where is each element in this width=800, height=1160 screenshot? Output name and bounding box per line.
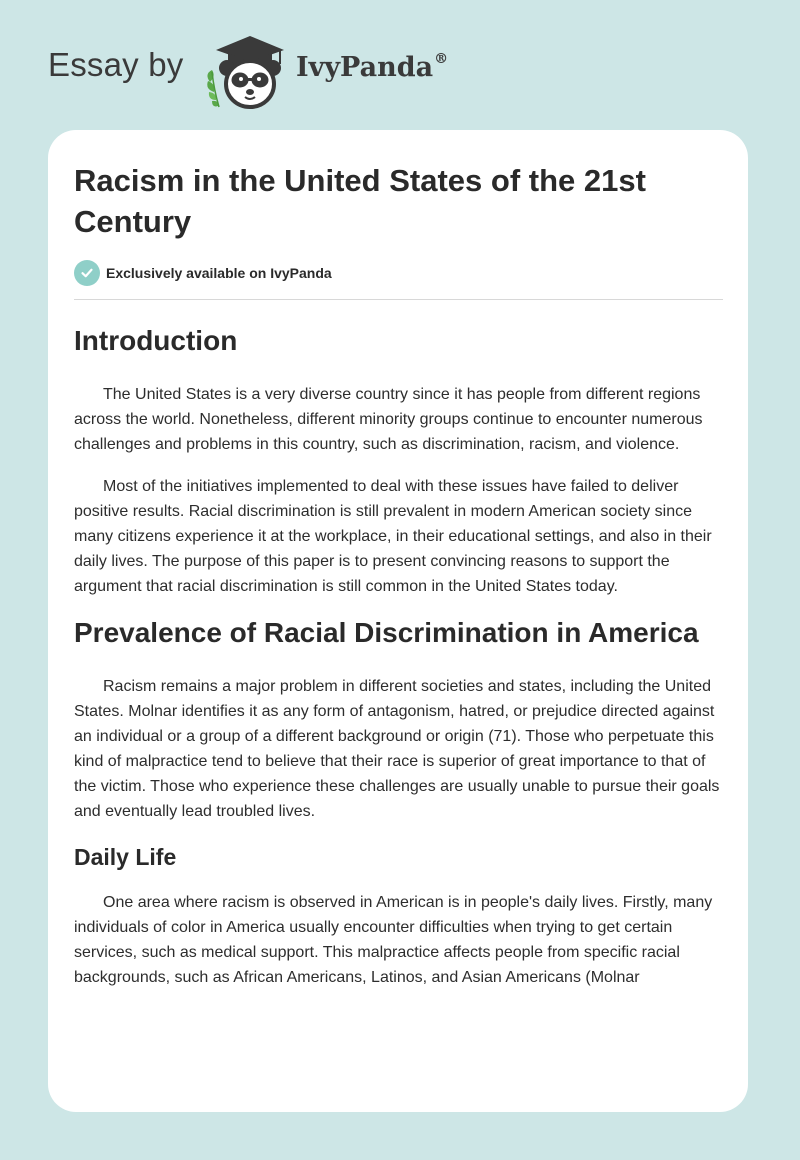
paragraph: One area where racism is observed in American is in people's daily lives. Firstly, many individuals of color in America usually encounter difficulties when trying to get certain services, such as medical support. This malpractice affects people from specific racial backgrounds, such as African Americans, Latinos, and Asian Americans (Molnar [74,894,713,986]
brand-name[interactable]: IvyPanda® [296,51,449,83]
essay-by-label: Essay by [48,46,184,83]
section-heading-introduction: Introduction [74,325,238,356]
ivypanda-logo-icon[interactable] [200,34,300,110]
exclusive-badge-label: Exclusively available on IvyPanda [106,265,332,281]
essay-title: Racism in the United States of the 21st Century [74,163,646,239]
paragraph: Most of the initiatives implemented to deal with these issues have failed to deliver positive results. Racial discrimination is still prevalent in modern American society since many citizens experience it at the workplace, in their educational settings, and also in their daily lives. The purpose of this paper is to present convincing reasons to support the argument that racial discrimination is still common in the United States today. [74,478,712,595]
paragraph: Racism remains a major problem in different societies and states, including the United States. Molnar identifies it as any form of antagonism, hatred, or prejudice directed against an individual or a group of a different background or origin (71). Those who perpetuate this kind of malpractice tend to believe that their race is superior of great importance to that of the victim. Those who experience these challenges are usually unable to pursue their goals and eventually lead troubled lives. [74,678,720,820]
essay-card [48,130,748,1112]
paragraph: The United States is a very diverse country since it has people from different regions across the world. Nonetheless, different minority groups continue to encounter numerous challenges and problems in this country, such as discrimination, racism, and violence. [74,386,703,453]
divider [74,299,723,300]
site-header [0,0,800,120]
check-circle-icon [74,260,100,286]
section-heading-daily-life: Daily Life [74,844,177,870]
exclusive-badge [74,260,723,286]
registered-mark: ® [434,51,449,67]
essay-content [74,160,723,990]
section-heading-prevalence: Prevalence of Racial Discrimination in America [74,617,699,648]
